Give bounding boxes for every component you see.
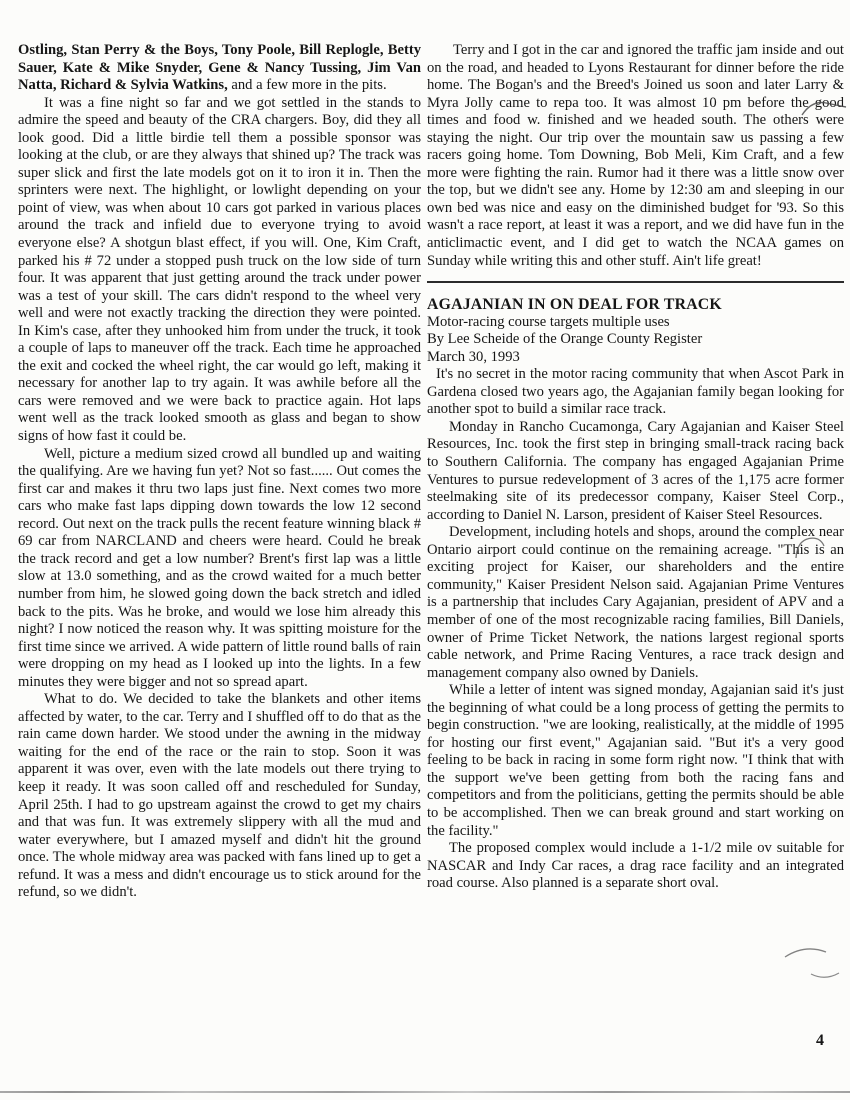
continued-text: and a few more in the pits. [227, 77, 387, 94]
race-report-paragraph-1: It was a fine night so far and we got settled in the stands to admire the speed and beauty of the CRA chargers. Boy, did they all look good. Did a little birdie tell them a possible sponsor was looking at the club, or are they always that shined up? The track was super slick and first the late models got on it to iron it in. Then the sprinters were next. The highlight, or lowlight depending on your point of view, was when about 10 cars got parked in various places around the track and infield due to everyone trying to avoid everyone else? A shotgun blast effect, if you will. One, Kim Craft, parked his # 72 under a stopped push truck on the low side of turn four. It was apparent that just getting around the track under power was a test of your skill. The cars didn't respond to the wheel very well and were not exactly tracking the direction they were pointed. In Kim's case, after they unhooked him from under the truck, it took a couple of laps to maneuver off the track. Each time he approached the exit and cocked the wheel right, the car would go left, making it necessary for another lap to try again. It was awhile before all the cars were removed and we were back to practice again. Hot laps went well as the track looked smooth as glass and began to show signs of how fast it could be. [18, 94, 421, 445]
page-number: 4 [816, 1032, 824, 1049]
continued-names-paragraph [18, 42, 421, 95]
bottom-scan-edge-line [0, 1091, 850, 1093]
race-report-closing-paragraph: Terry and I got in the car and ignored the traffic jam inside and out on the road, and headed to Lyons Restaurant for dinner before the ride home. The Bogan's and the Breed's Joined us soon and later Larry & Myra Jolly came to repa too. It was almost 10 pm before the good times and food w. finished and we headed south. The others were staying the night. Our trip over the mountain saw us passing a few racers going home. Tom Downing, Bob Meli, Kim Craft, and a few more were fighting the rain. Rumor had it there was a little snow over the top, but we didn't see any. Home by 12:30 am and sleeping in our own bed was nice and easy on the diminished budget for '93. So this wasn't a race report, at least it was a report, and we did have fun in the anticlimactic event, and I did get to watch the NCAA games on Sunday while writing this and other stuff. Ain't life great! [427, 42, 844, 269]
race-report-paragraph-2: Well, picture a medium sized crowd all bundled up and waiting the qualifying. Are we having fun yet? Not so fast...... Out comes the first car and makes it thru two laps just fine. Next comes two more cars who make fast laps dipping down towards the low 12 second record. Out next on the track pulls the recent feature winning black # 69 car from NARCLAND and cheers were heard. Could he break the track record and get a low number? Brent's first lap was a little slow at 13.0 something, and as the crowd waited for a much better number from him, he slowed going down the back stretch and idled back to the pits. Was he broke, and would we lose him already this night? I now noticed the reason why. It was spitting moisture for the first time since we arrived. A wide pattern of little round balls of rain were dropping on my head as I looked up into the lights. In a few minutes they were bigger and not so spread apart. [18, 445, 421, 690]
article-headline: AGAJANIAN IN ON DEAL FOR TRACK [427, 296, 722, 314]
member-names-bold: Ostling, Stan Perry & the Boys, Tony Poole, Bill Replogle, Betty Sauer, Kate & Mike Snyder, Gene & Nancy Tussing, Jim Van Natta, Richard & Sylvia Watkins, [18, 42, 421, 94]
article-paragraph-5: The proposed complex would include a 1-1/2 mile ov suitable for NASCAR and Indy Car races, a drag race facility and an integrated road course. Also planned is a separate short oval. [427, 840, 844, 892]
scan-mark-arc-bottom-right [783, 943, 829, 961]
article-dateline: March 30, 1993 [427, 348, 520, 365]
scan-mark-arc-middle-right [793, 535, 827, 563]
right-column [427, 42, 844, 893]
article-byline: By Lee Scheide of the Orange County Register [427, 331, 703, 348]
article-paragraph-4: While a letter of intent was signed monday, Agajanian said it's just the beginning of what could be a long process of getting the permits to begin construction. "we are looking, realistically, at the middle of 1995 for hosting our first event," Agajanian said. "But it's a very good feeling to be back in racing in some form right now. "I think that with the support we've been getting from both the racing fans and competitors and from the politicians, getting the permits should be able to be accomplished. Then we can break ground and start working on the facility." [427, 682, 844, 839]
article-paragraph-2: Monday in Rancho Cucamonga, Cary Agajanian and Kaiser Steel Resources, Inc. took the first step in bringing small-track racing back to Southern California. The company has engaged Agajanian Prime Ventures to pursue redevelopment of 3 acres of the 1,175 acre former steelmaking site of its predecessor company, Kaiser Steel Corp., according to Daniel N. Larson, president of Kaiser Steel Resources. [427, 418, 844, 523]
article-paragraph-3: Development, including hotels and shops, around the complex near Ontario airport could continue on the remaining acreage. "This is an exciting project for Kaiser, our shareholders and the entire community," Kaiser President Nelson said. Agajanian Prime Ventures is a partnership that includes Cary Agajanian, president of APV and a member of one of the most recognizable racing families, Bill Daniels, owner of Prime Ticket Network, the nations largest regional sports cable network, and Prime Racing Ventures, a race track design and management company also owned by Daniels. [427, 524, 844, 681]
race-report-paragraph-3: What to do. We decided to take the blankets and other items affected by water, to the car. Terry and I shuffled off to do that as the rain came down harder. We stood under the awning in the midway waiting for the end of the race or the rain to stop. Soon it was apparent it was over, even with the late models out there trying to keep it ready. It was soon called off and rescheduled for Sunday, April 25th. I had to go upstream against the crowd to get my chairs and that was fun. It was extremely slippery with all the mud and water everywhere, but I amazed myself and didn't hit the ground once. The whole midway area was packed with fans lined up to get a refund. It was a mess and didn't encourage us to stick around for the refund, so we didn't. [18, 691, 421, 901]
article-subhead: Motor-racing course targets multiple uses [427, 313, 670, 330]
section-divider-rule [427, 281, 844, 283]
scan-mark-swoosh-top-right [800, 96, 848, 120]
left-column [18, 42, 421, 902]
article-paragraph-1: It's no secret in the motor racing community that when Ascot Park in Gardena closed two years ago, the Agajanian family began looking for another spot to build a similar race track. [427, 366, 844, 418]
scan-mark-tail-facility [809, 969, 841, 983]
